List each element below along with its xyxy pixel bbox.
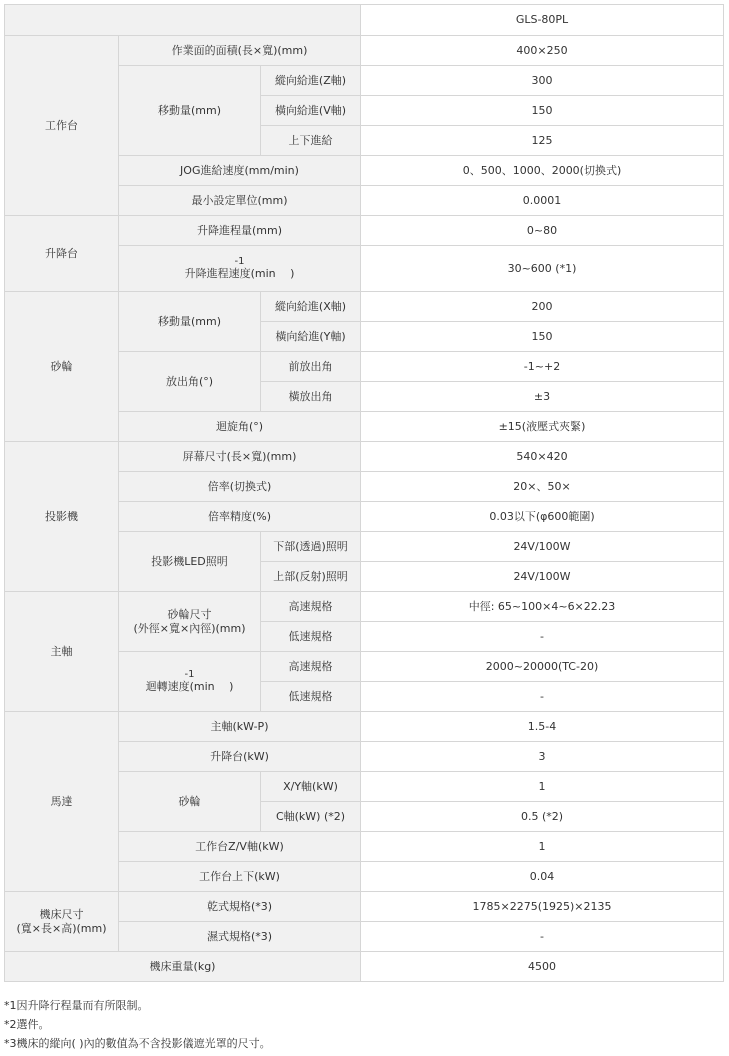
row-label: 橫向給進(V軸) [261,96,361,126]
table-row [5,442,724,472]
row-value: 30~600 (*1) [361,246,724,292]
superscript: -1 [184,669,195,680]
subgroup-label: 投影機LED照明 [119,532,261,592]
group-spindle: 主軸 [5,592,119,712]
row-label: 縱向給進(Z軸) [261,66,361,96]
row-label: 縱向給進(X軸) [261,292,361,322]
row-value: 0.5 (*2) [361,802,724,832]
table-row [5,592,724,622]
subgroup-label: 移動量(mm) [119,66,261,156]
row-value: 300 [361,66,724,96]
row-label: 工作台上下(kW) [119,862,361,892]
row-value: ±3 [361,382,724,412]
row-label: 高速規格 [261,592,361,622]
subgroup-label: 放出角(°) [119,352,261,412]
footnote: *3機床的縱向( )內的數值為不含投影儀遮光罩的尺寸。 [4,1037,271,1050]
subgroup-label [119,592,261,652]
row-value: 540×420 [361,442,724,472]
subgroup-label-line: 砂輪尺寸 [167,607,212,621]
row-label: 濕式規格(*3) [119,922,361,952]
table-row [5,216,724,246]
row-value: 1 [361,832,724,862]
row-label: 主軸(kW-P) [119,712,361,742]
row-label: 橫放出角 [261,382,361,412]
table-row [5,36,724,66]
row-value: 200 [361,292,724,322]
row-label: 倍率(切換式) [119,472,361,502]
row-label: X/Y軸(kW) [261,772,361,802]
row-label: 下部(透過)照明 [261,532,361,562]
row-value: -1~+2 [361,352,724,382]
group-elevator: 升降台 [5,216,119,292]
row-value: 150 [361,96,724,126]
row-value: 1785×2275(1925)×2135 [361,892,724,922]
row-value: 24V/100W [361,562,724,592]
model-name: GLS-80PL [361,5,724,36]
row-label-text: 升降進程速度(min ) [184,267,295,280]
table-row [5,892,724,922]
group-wheel: 砂輪 [5,292,119,442]
row-value: 1.5-4 [361,712,724,742]
table-row [5,952,724,982]
row-label: 前放出角 [261,352,361,382]
subgroup-label: 砂輪 [119,772,261,832]
row-value: 4500 [361,952,724,982]
subgroup-label-line: (外徑×寬×內徑)(mm) [133,621,246,635]
spec-table [4,4,724,982]
group-machine-size [5,892,119,952]
row-label: 屏幕尺寸(長×寬)(mm) [119,442,361,472]
row-label: 高速規格 [261,652,361,682]
row-value: 125 [361,126,724,156]
row-value: 20×、50× [361,472,724,502]
subgroup-label-text: 迴轉速度(min ) [145,680,234,693]
row-label: 低速規格 [261,682,361,712]
row-value: 中徑: 65~100×4~6×22.23 [361,592,724,622]
row-value: - [361,922,724,952]
row-label: 低速規格 [261,622,361,652]
row-label: 上部(反射)照明 [261,562,361,592]
row-label: 工作台Z/V軸(kW) [119,832,361,862]
row-value: 0~80 [361,216,724,246]
row-value: 0、500、1000、2000(切換式) [361,156,724,186]
row-value: 400×250 [361,36,724,66]
footnotes [4,996,271,1053]
footnote: *1因升降行程量而有所限制。 [4,999,149,1012]
table-row [5,712,724,742]
row-label: 升降台(kW) [119,742,361,772]
header-blank-cell [5,5,361,36]
row-label: 乾式規格(*3) [119,892,361,922]
row-value: 3 [361,742,724,772]
row-label: C軸(kW) (*2) [261,802,361,832]
group-worktable: 工作台 [5,36,119,216]
row-value: 0.04 [361,862,724,892]
group-projector: 投影機 [5,442,119,592]
row-label: 作業面的面積(長×寬)(mm) [119,36,361,66]
row-value: 1 [361,772,724,802]
footnote: *2選件。 [4,1018,50,1031]
row-label: 升降進程量(mm) [119,216,361,246]
group-label-line: (寬×長×高)(mm) [16,921,107,935]
row-value: 24V/100W [361,532,724,562]
group-label-line: 機床尺寸 [39,907,84,921]
row-label: 機床重量(kg) [5,952,361,982]
row-label: 倍率精度(%) [119,502,361,532]
table-header-row [5,5,724,36]
row-label: 最小設定單位(mm) [119,186,361,216]
row-label: 上下進給 [261,126,361,156]
table-row [5,292,724,322]
superscript: -1 [234,256,245,267]
subgroup-label [119,652,261,712]
row-value: ±15(液壓式夾緊) [361,412,724,442]
row-value: - [361,682,724,712]
row-value: - [361,622,724,652]
row-value: 0.03以下(φ600範圍) [361,502,724,532]
row-label: 迴旋角(°) [119,412,361,442]
row-value: 150 [361,322,724,352]
row-label: JOG進給速度(mm/min) [119,156,361,186]
row-label: 橫向給進(Y軸) [261,322,361,352]
group-motor: 馬達 [5,712,119,892]
row-value: 2000~20000(TC-20) [361,652,724,682]
subgroup-label: 移動量(mm) [119,292,261,352]
row-value: 0.0001 [361,186,724,216]
row-label [119,246,361,292]
